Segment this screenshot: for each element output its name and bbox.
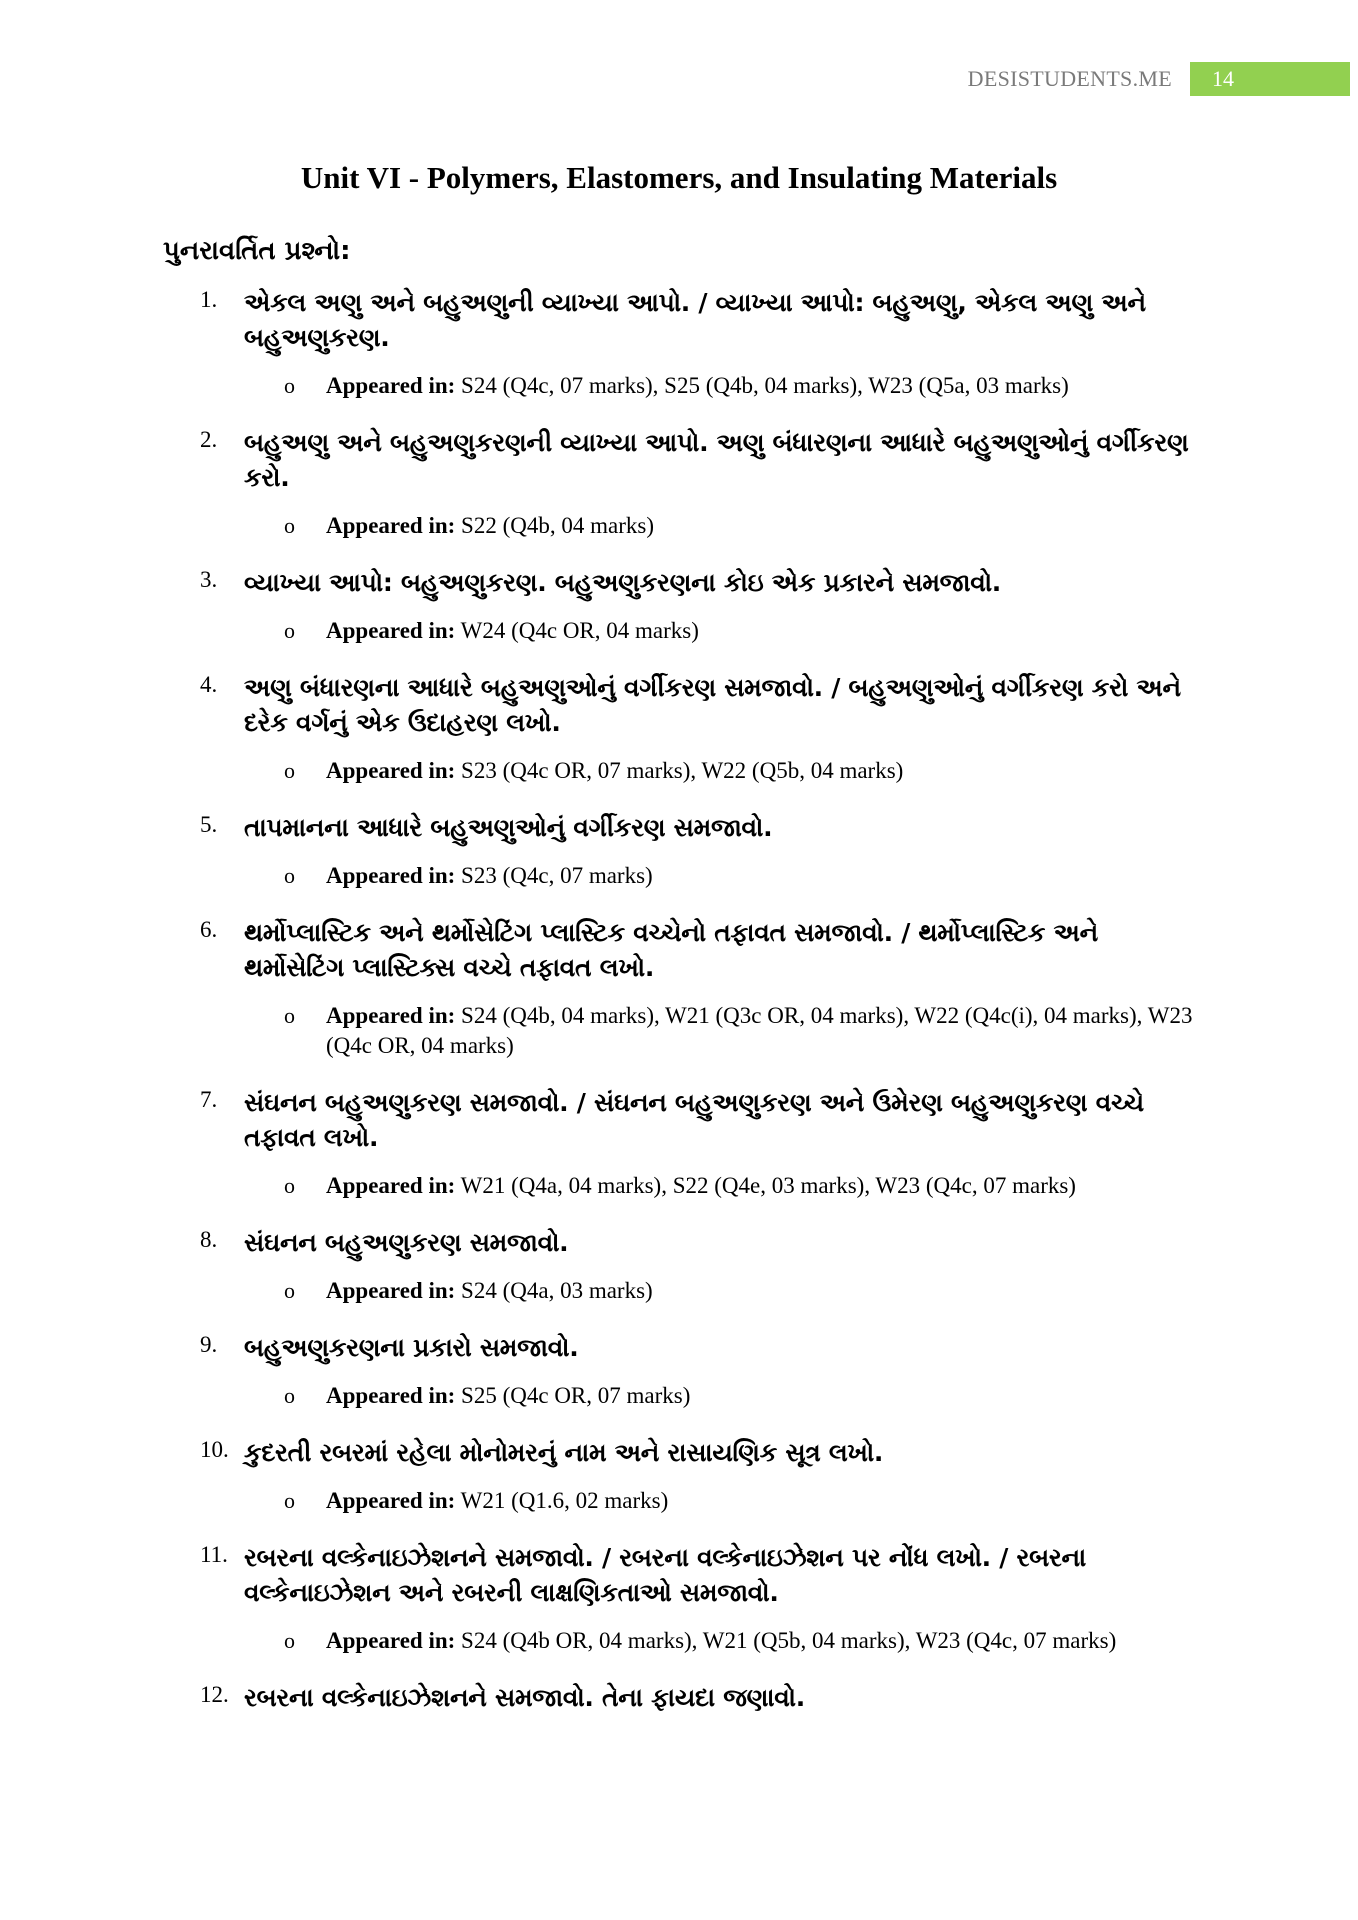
appeared-in-label: Appeared in: bbox=[326, 863, 456, 888]
appeared-in-text bbox=[326, 1276, 1208, 1306]
question-text: થર્મોપ્લાસ્ટિક અને થર્મોસેટિંગ પ્લાસ્ટિક વચ્ચેનો તફાવત સમજાવો. / થર્મોપ્લાસ્ટિક અને થર્મોસેટિંગ પ્લાસ્ટિક્સ વચ્ચે તફાવત લખો. bbox=[244, 918, 1098, 982]
appeared-in-label: Appeared in: bbox=[326, 1003, 456, 1028]
appeared-in-value: S24 (Q4b, 04 marks), W21 (Q3c OR, 04 marks), W22 (Q4c(i), 04 marks), W23 (Q4c OR, 04 marks) bbox=[326, 1003, 1193, 1058]
bullet-icon: o bbox=[284, 758, 295, 783]
question-number: 5. bbox=[200, 812, 218, 837]
question-number: 3. bbox=[200, 567, 218, 592]
question-text: સંઘનન બહુઅણુકરણ સમજાવો. bbox=[244, 1228, 569, 1257]
bullet-icon: o bbox=[284, 863, 295, 888]
question-text: બહુઅણુકરણના પ્રકારો સમજાવો. bbox=[244, 1333, 579, 1362]
bullet-icon: o bbox=[284, 513, 295, 538]
question-number: 10. bbox=[200, 1437, 229, 1462]
appeared-in-text bbox=[326, 616, 1208, 646]
appeared-in-value: S23 (Q4c OR, 07 marks), W22 (Q5b, 04 marks) bbox=[461, 758, 904, 783]
appeared-in-label: Appeared in: bbox=[326, 1488, 456, 1513]
appeared-in-label: Appeared in: bbox=[326, 513, 456, 538]
appeared-in-value: W24 (Q4c OR, 04 marks) bbox=[460, 618, 699, 643]
question-text: તાપમાનના આધારે બહુઅણુઓનું વર્ગીકરણ સમજાવો. bbox=[244, 813, 773, 842]
question-text: સંઘનન બહુઅણુકરણ સમજાવો. / સંઘનન બહુઅણુકરણ અને ઉમેરણ બહુઅણુકરણ વચ્ચે તફાવત લખો. bbox=[244, 1088, 1144, 1152]
question-text: રબરના વલ્કેનાઇઝેશનને સમજાવો. તેના ફાયદા જણાવો. bbox=[244, 1683, 805, 1712]
appeared-in-item bbox=[0, 371, 1358, 401]
appeared-in-value: W21 (Q4a, 04 marks), S22 (Q4e, 03 marks), W23 (Q4c, 07 marks) bbox=[460, 1173, 1076, 1198]
question-number: 1. bbox=[200, 287, 218, 312]
question-number: 6. bbox=[200, 917, 218, 942]
page-title: Unit VI - Polymers, Elastomers, and Insulating Materials bbox=[300, 160, 1058, 195]
appeared-in-item bbox=[0, 1486, 1358, 1516]
question-number: 7. bbox=[200, 1087, 218, 1112]
bullet-icon: o bbox=[284, 1278, 295, 1303]
question-number: 2. bbox=[200, 427, 218, 452]
appeared-in-item bbox=[0, 1381, 1358, 1411]
bullet-icon: o bbox=[284, 1628, 295, 1653]
appeared-in-value: S24 (Q4b OR, 04 marks), W21 (Q5b, 04 marks), W23 (Q4c, 07 marks) bbox=[461, 1628, 1117, 1653]
question-item bbox=[0, 1330, 1358, 1365]
question-item bbox=[0, 1435, 1358, 1470]
appeared-in-value: S23 (Q4c, 07 marks) bbox=[461, 863, 653, 888]
appeared-in-text bbox=[326, 1626, 1208, 1656]
question-text: એકલ અણુ અને બહુઅણુની વ્યાખ્યા આપો. / વ્યાખ્યા આપો: બહુઅણુ, એકલ અણુ અને બહુઅણુકરણ. bbox=[244, 288, 1146, 352]
bullet-icon: o bbox=[284, 1173, 295, 1198]
appeared-in-label: Appeared in: bbox=[326, 758, 456, 783]
appeared-in-item bbox=[0, 1276, 1358, 1306]
question-number: 8. bbox=[200, 1227, 218, 1252]
bullet-icon: o bbox=[284, 1383, 295, 1408]
appeared-in-text bbox=[326, 756, 1208, 786]
question-number: 4. bbox=[200, 672, 218, 697]
appeared-in-item bbox=[0, 1171, 1358, 1201]
appeared-in-item bbox=[0, 861, 1358, 891]
question-item bbox=[0, 915, 1358, 985]
question-item bbox=[0, 1085, 1358, 1155]
appeared-in-label: Appeared in: bbox=[326, 1173, 456, 1198]
appeared-in-item bbox=[0, 511, 1358, 541]
question-number: 12. bbox=[200, 1682, 229, 1707]
question-text: કુદરતી રબરમાં રહેલા મોનોમરનું નામ અને રાસાયણિક સૂત્ર લખો. bbox=[244, 1438, 884, 1467]
appeared-in-item bbox=[0, 1001, 1358, 1061]
appeared-in-label: Appeared in: bbox=[326, 1628, 456, 1653]
bullet-icon: o bbox=[284, 1488, 295, 1513]
appeared-in-label: Appeared in: bbox=[326, 1383, 456, 1408]
appeared-in-label: Appeared in: bbox=[326, 618, 456, 643]
appeared-in-text bbox=[326, 1381, 1208, 1411]
appeared-in-text bbox=[326, 1001, 1208, 1061]
appeared-in-text bbox=[326, 1486, 1208, 1516]
question-item bbox=[0, 285, 1358, 355]
page-header bbox=[968, 62, 1350, 96]
appeared-in-value: S24 (Q4a, 03 marks) bbox=[461, 1278, 653, 1303]
appeared-in-value: W21 (Q1.6, 02 marks) bbox=[460, 1488, 669, 1513]
question-list bbox=[0, 285, 1358, 1715]
appeared-in-value: S25 (Q4c OR, 07 marks) bbox=[461, 1383, 691, 1408]
question-item bbox=[0, 425, 1358, 495]
appeared-in-label: Appeared in: bbox=[326, 373, 456, 398]
appeared-in-text bbox=[326, 511, 1208, 541]
appeared-in-item bbox=[0, 1626, 1358, 1656]
question-item bbox=[0, 1540, 1358, 1610]
page-number: 14 bbox=[1190, 62, 1350, 96]
question-text: અણુ બંધારણના આધારે બહુઅણુઓનું વર્ગીકરણ સમજાવો. / બહુઅણુઓનું વર્ગીકરણ કરો અને દરેક વર્ગનું એક ઉદાહરણ લખો. bbox=[244, 673, 1181, 737]
appeared-in-item bbox=[0, 616, 1358, 646]
question-text: રબરના વલ્કેનાઇઝેશનને સમજાવો. / રબરના વલ્કેનાઇઝેશન પર નોંધ લખો. / રબરના વલ્કેનાઇઝેશન અને રબરની લાક્ષણિકતાઓ સમજાવો. bbox=[244, 1543, 1086, 1607]
appeared-in-text bbox=[326, 1171, 1208, 1201]
bullet-icon: o bbox=[284, 373, 295, 398]
bullet-icon: o bbox=[284, 1003, 295, 1028]
question-number: 9. bbox=[200, 1332, 218, 1357]
appeared-in-text bbox=[326, 371, 1208, 401]
question-item bbox=[0, 565, 1358, 600]
appeared-in-value: S24 (Q4c, 07 marks), S25 (Q4b, 04 marks), W23 (Q5a, 03 marks) bbox=[461, 373, 1069, 398]
appeared-in-value: S22 (Q4b, 04 marks) bbox=[461, 513, 654, 538]
question-text: વ્યાખ્યા આપો: બહુઅણુકરણ. બહુઅણુકરણના કોઇ એક પ્રકારને સમજાવો. bbox=[244, 568, 1001, 597]
appeared-in-label: Appeared in: bbox=[326, 1278, 456, 1303]
bullet-icon: o bbox=[284, 618, 295, 643]
appeared-in-item bbox=[0, 756, 1358, 786]
question-item bbox=[0, 810, 1358, 845]
section-label: પુનરાવર્તિત પ્રશ્નો: bbox=[163, 236, 351, 266]
question-item bbox=[0, 1225, 1358, 1260]
question-item bbox=[0, 1680, 1358, 1715]
question-item bbox=[0, 670, 1358, 740]
question-number: 11. bbox=[200, 1542, 228, 1567]
site-name: DESISTUDENTS.ME bbox=[967, 66, 1172, 91]
question-text: બહુઅણુ અને બહુઅણુકરણની વ્યાખ્યા આપો. અણુ બંધારણના આધારે બહુઅણુઓનું વર્ગીકરણ કરો. bbox=[244, 428, 1189, 492]
appeared-in-text bbox=[326, 861, 1208, 891]
